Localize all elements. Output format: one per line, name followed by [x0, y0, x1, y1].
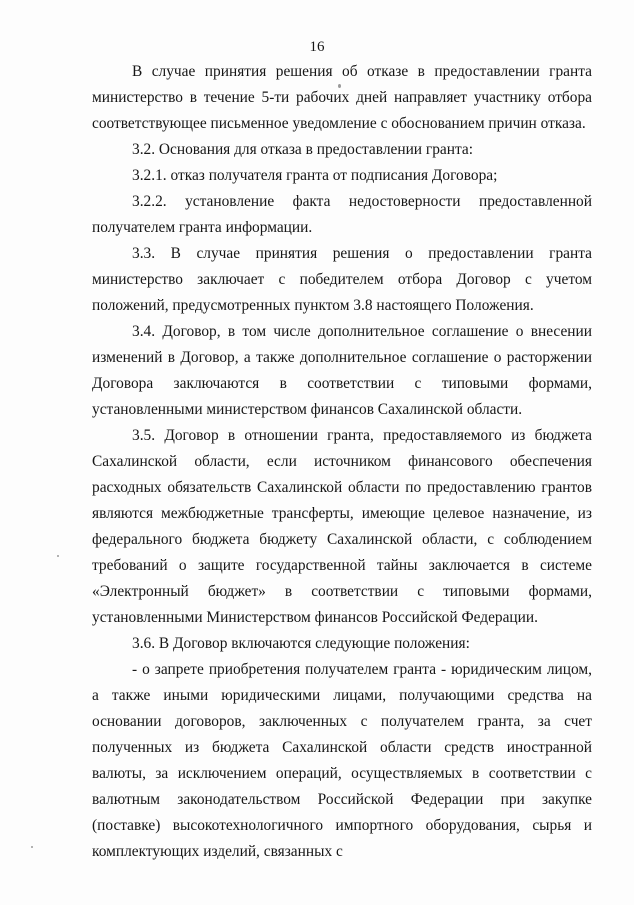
- paragraph-3-5: 3.5. Договор в отношении гранта, предоставляемого из бюджета Сахалинской области, если источником финансового обеспечения расходных обязательств Сахалинской области по предоставлению грантов являются межбюджетные трансферты, имеющие целевое назначение, из федерального бюджета бюджету Сахалинской области, с соблюдением требований о защите государственной тайны заключается в системе «Электронный бюджет» в соответствии с типовыми формами, установленными Министерством финансов Российской Федерации.: [92, 427, 592, 626]
- paragraph-3-4: 3.4. Договор, в том числе дополнительное соглашение о внесении изменений в Договор, а также дополнительное соглашение о расторжении Договора заключаются в соответствии с типовыми формами, установленными министерством финансов Сахалинской области.: [92, 323, 592, 418]
- paragraph-3-6-prohibition: - о запрете приобретения получателем гранта - юридическим лицом, а также иными юридическими лицами, получающими средства на основании договоров, заключенных с получателем гранта, за счет полученных из бюджета Сахалинской области средств иностранной валюты, за исключением операций, осуществляемых в соответствии с валютным законодательством Российской Федерации при закупке (поставке) высокотехнологичного импортного оборудования, сырья и комплектующих изделий, связанных с: [92, 661, 592, 860]
- paragraph-3-2-2: 3.2.2. установление факта недостоверности предоставленной получателем гранта информации.: [92, 193, 592, 236]
- paragraph-3-2-1: 3.2.1. отказ получателя гранта от подписания Договора;: [132, 167, 498, 184]
- document-body: [92, 59, 592, 865]
- scan-speck: [57, 555, 59, 557]
- paragraph-3-2: 3.2. Основания для отказа в предоставлении гранта:: [132, 141, 473, 158]
- scan-speck: [338, 84, 341, 88]
- paragraph-3-6: 3.6. В Договор включаются следующие положения:: [132, 635, 470, 652]
- paragraph-refusal-notice: В случае принятия решения об отказе в предоставлении гранта министерство в течение 5-ти рабочих дней направляет участнику отбора соответствующее письменное уведомление с обоснованием причин отказа.: [92, 63, 592, 132]
- page-number: 16: [309, 39, 325, 55]
- paragraph-3-3: 3.3. В случае принятия решения о предоставлении гранта министерство заключает с победителем отбора Договор с учетом положений, предусмотренных пунктом 3.8 настоящего Положения.: [92, 245, 592, 314]
- scan-speck: [31, 846, 33, 848]
